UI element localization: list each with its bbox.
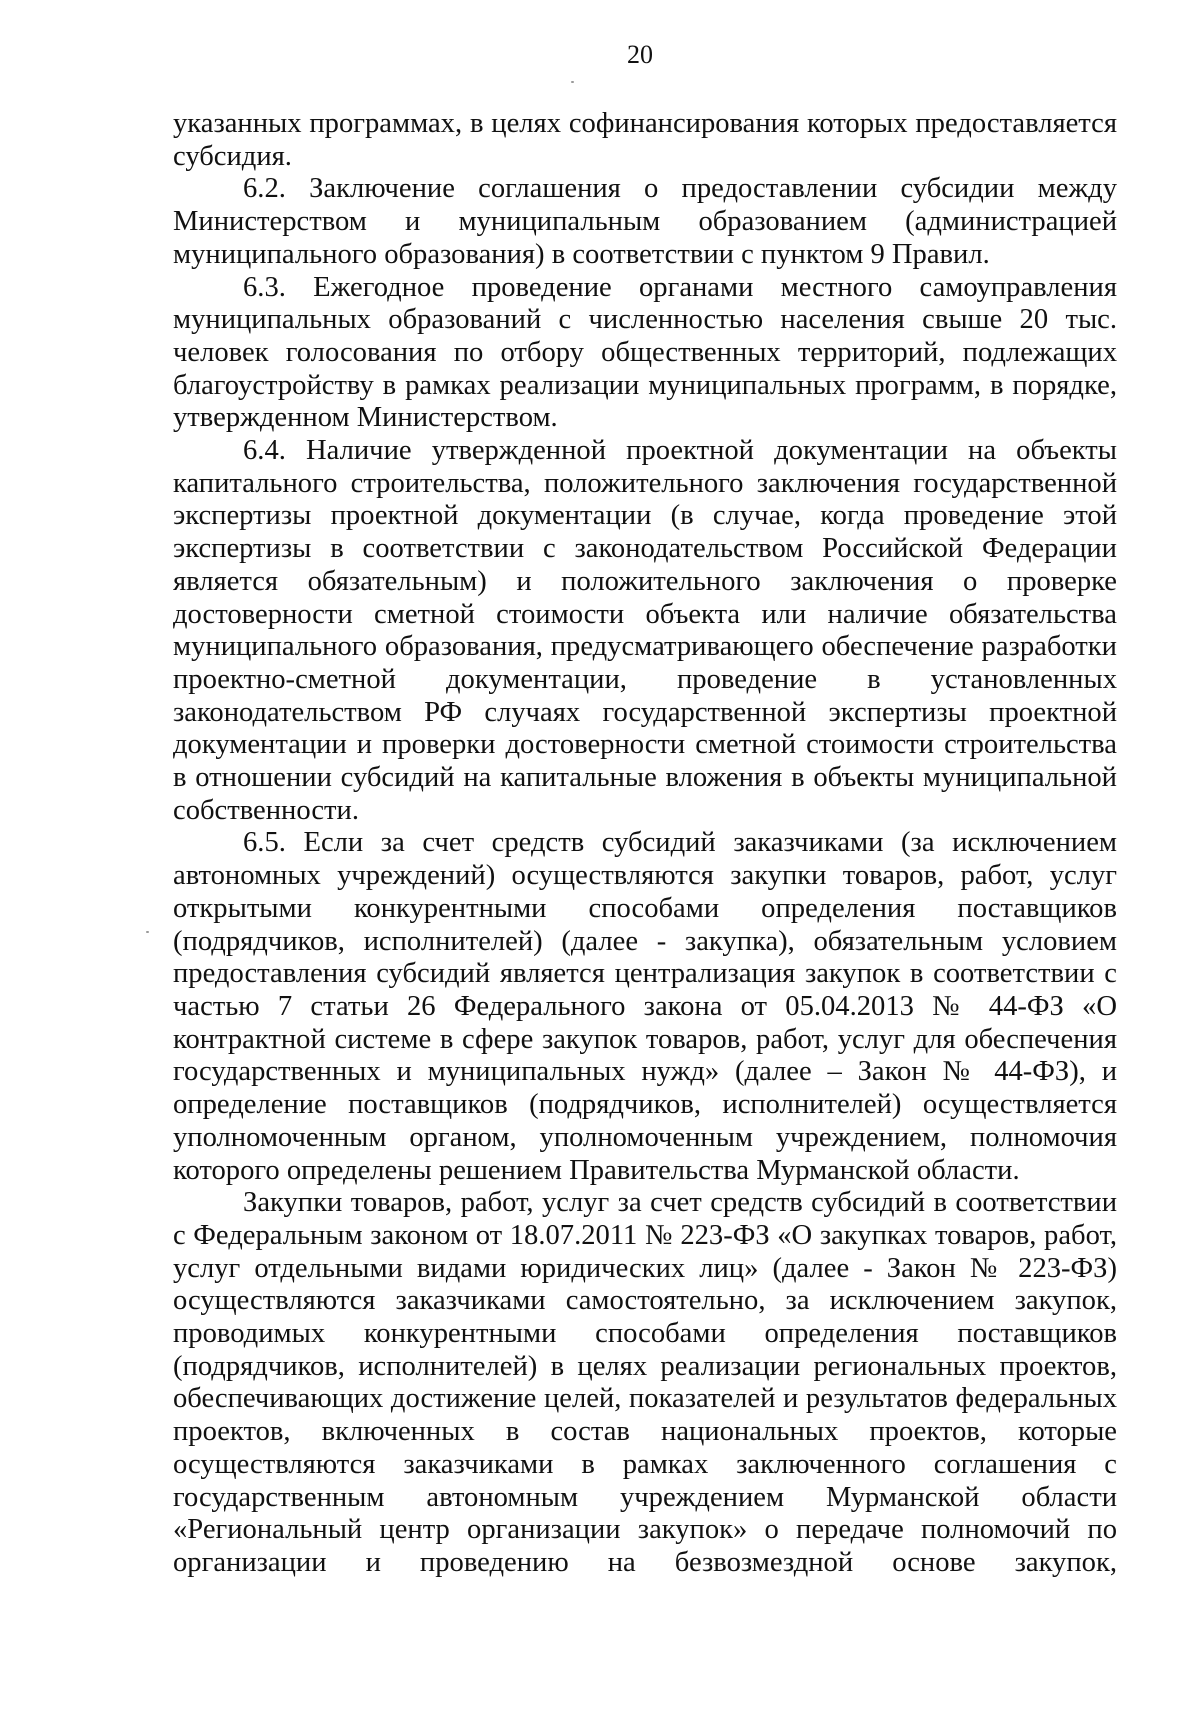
page-number: 20 (627, 40, 653, 69)
paragraph-6-4: 6.4. Наличие утвержденной проектной документации на объекты капитального строительства, положительного заключения государственной экспертизы проектной документации (в случае, когда проведение этой экспертизы в соответствии с законодательством Российской Федерации является обязательным) и положительного заключения о проверке достоверности сметной стоимости объекта или наличие обязательства муниципального образования, предусматривающего обеспечение разработки проектно-сметной документации, проведение в установленных законодательством РФ случаях государственной экспертизы проектной документации и проверки достоверности сметной стоимости строительства в отношении субсидий на капитальные вложения в объекты муниципальной собственности. (173, 435, 1117, 826)
paragraph-continuation: указанных программах, в целях софинансирования которых предоставляется субсидия. (173, 108, 1117, 172)
scan-speck-margin (146, 931, 149, 933)
paragraph-6-2: 6.2. Заключение соглашения о предоставлении субсидии между Министерством и муниципальным образованием (администрацией муниципального образования) в соответствии с пунктом 9 Правил. (173, 173, 1117, 270)
paragraph-6-3: 6.3. Ежегодное проведение органами местного самоуправления муниципальных образований с численностью населения свыше 20 тыс. человек голосования по отбору общественных территорий, подлежащих благоустройству в рамках реализации муниципальных программ, в порядке, утвержденном Министерством. (173, 271, 1117, 434)
paragraph-6-5: 6.5. Если за счет средств субсидий заказчиками (за исключением автономных учреждений) осуществляются закупки товаров, работ, услуг открытыми конкурентными способами определения поставщиков (подрядчиков, исполнителей) (далее - закупка), обязательным условием предоставления субсидий является централизация закупок в соответствии с частью 7 статьи 26 Федерального закона от 05.04.2013 № 44-ФЗ «О контрактной системе в сфере закупок товаров, работ, услуг для обеспечения государственных и муниципальных нужд» (далее – Закон № 44-ФЗ), и определение поставщиков (подрядчиков, исполнителей) осуществляется уполномоченным органом, уполномоченным учреждением, полномочия которого определены решением Правительства Мурманской области. (173, 827, 1117, 1186)
scan-speck-top (571, 81, 574, 83)
paragraph-procurement-223: Закупки товаров, работ, услуг за счет средств субсидий в соответствии с Федеральным законом от 18.07.2011 № 223-ФЗ «О закупках товаров, работ, услуг отдельными видами юридических лиц» (далее - Закон № 223-ФЗ) осуществляются заказчиками самостоятельно, за исключением закупок, проводимых конкурентными способами определения поставщиков (подрядчиков, исполнителей) в целях реализации региональных проектов, обеспечивающих достижение целей, показателей и результатов федеральных проектов, включенных в состав национальных проектов, которые осуществляются заказчиками в рамках заключенного соглашения с государственным автономным учреждением Мурманской области «Региональный центр организации закупок» о передаче полномочий по организации и проведению на безвозмездной основе закупок, (173, 1187, 1117, 1578)
document-body (173, 108, 1117, 1580)
